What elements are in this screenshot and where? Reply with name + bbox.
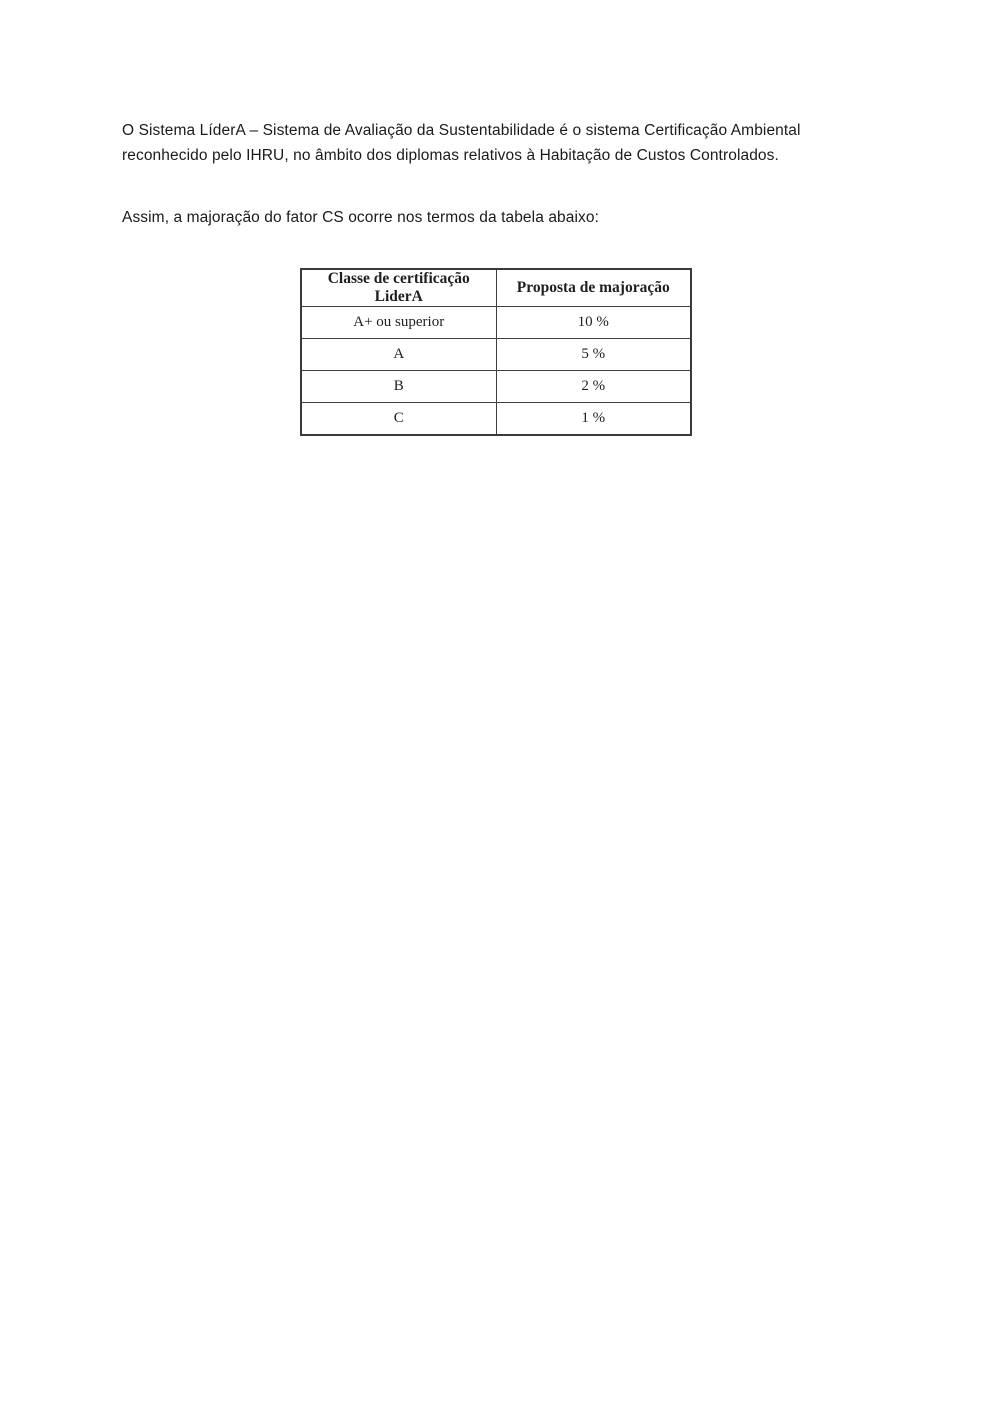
header-cell-proposta: Proposta de majoração	[496, 269, 691, 307]
cell-proposta: 2 %	[496, 371, 691, 403]
header-cell-classe: Classe de certificação LiderA	[301, 269, 496, 307]
table-header-row	[301, 269, 691, 307]
table-row	[301, 307, 691, 339]
cell-classe: A	[301, 339, 496, 371]
cell-proposta: 10 %	[496, 307, 691, 339]
table-lead-paragraph: Assim, a majoração do fator CS ocorre nos termos da tabela abaixo:	[122, 209, 599, 226]
cell-proposta: 5 %	[496, 339, 691, 371]
intro-paragraph: O Sistema LíderA – Sistema de Avaliação da Sustentabilidade é o sistema Certificação Ambiental reconhecido pelo IHRU, no âmbito dos diplomas relativos à Habitação de Custos Controlados.	[122, 122, 801, 164]
cell-classe: C	[301, 403, 496, 435]
cell-proposta: 1 %	[496, 403, 691, 435]
cell-classe: B	[301, 371, 496, 403]
cell-classe: A+ ou superior	[301, 307, 496, 339]
table-row	[301, 371, 691, 403]
table-row	[301, 339, 691, 371]
certification-table	[300, 268, 692, 436]
table-row	[301, 403, 691, 435]
